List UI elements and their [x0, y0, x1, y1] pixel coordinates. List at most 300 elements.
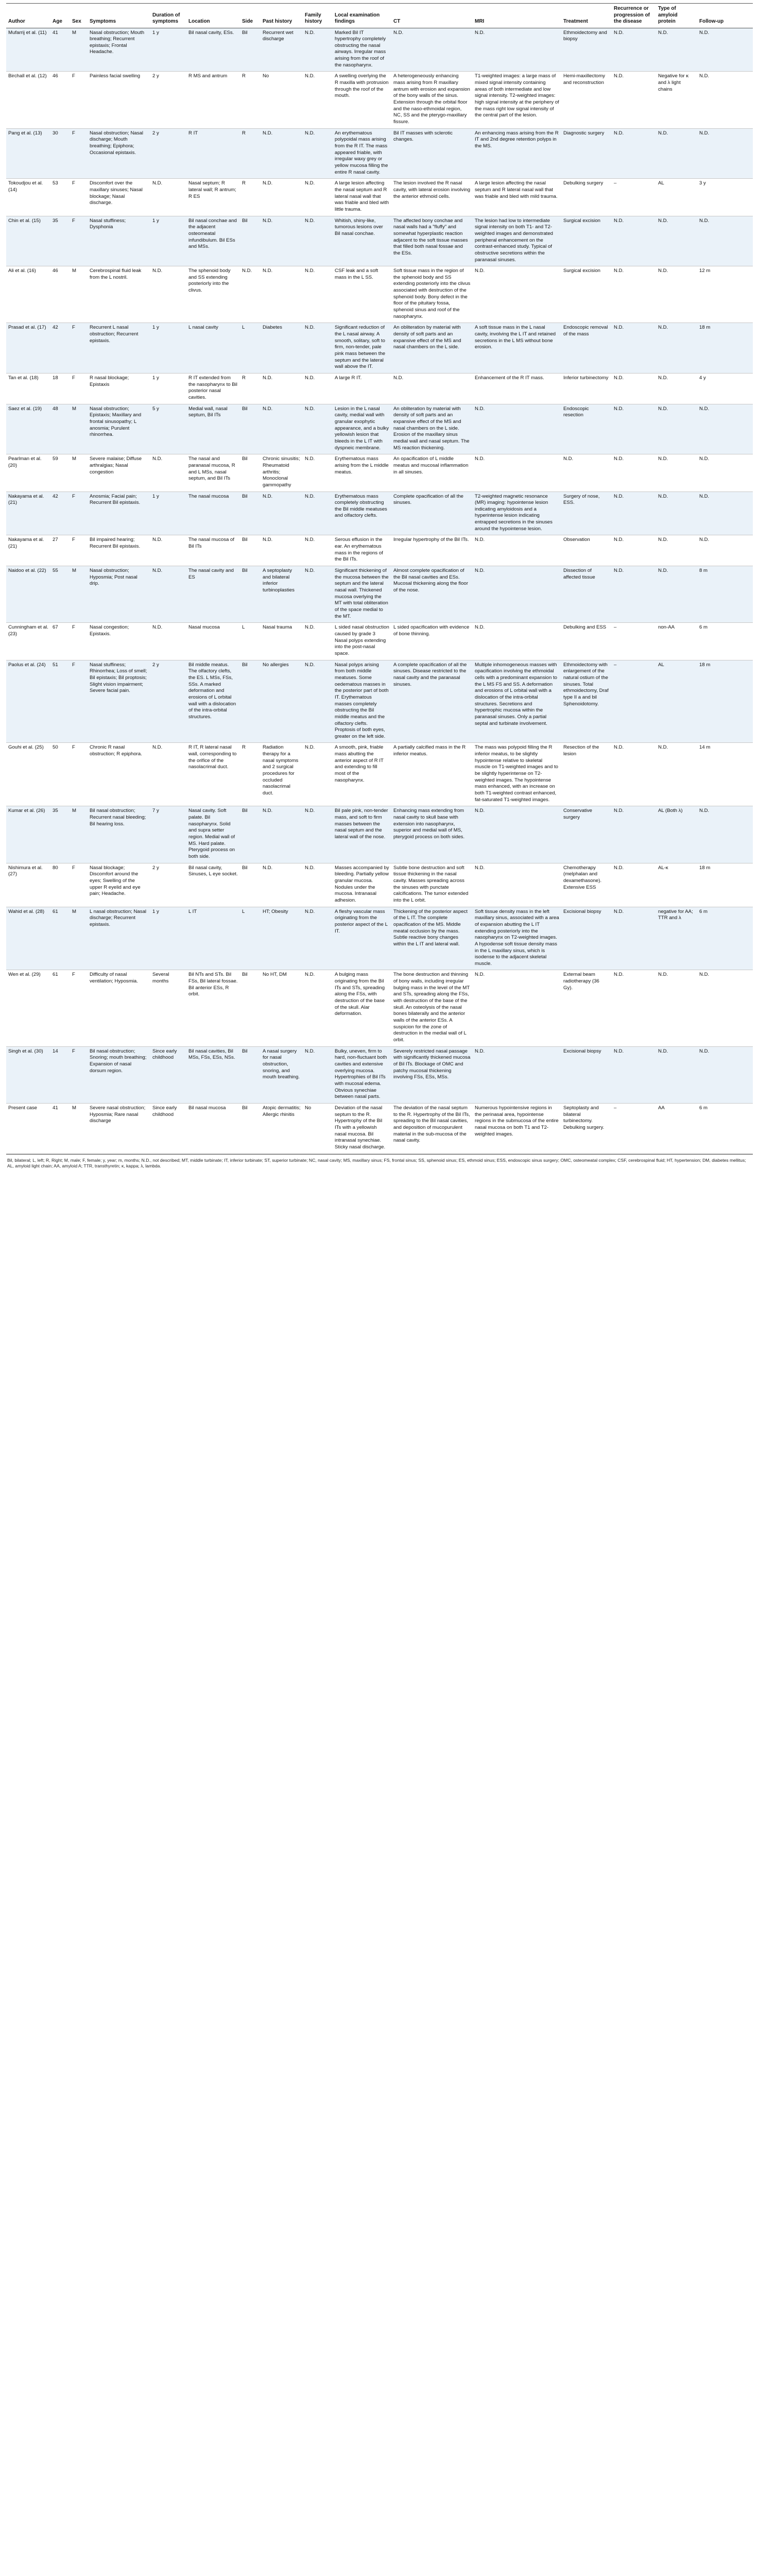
table-cell: N.D.: [303, 323, 333, 374]
table-cell: –: [612, 1103, 656, 1154]
table-cell: T1-weighted images: a large mass of mixed signal intensity containing areas of both intermediate and low signal intensity. T2-weighted images: high signal intensity at the periphery of the mass right low signal intensity of the central part of the lesion.: [473, 72, 561, 128]
table-cell: 4 y: [697, 374, 753, 404]
table-cell: N.D.: [612, 454, 656, 492]
table-cell: N.D.: [261, 128, 303, 179]
column-header: Sex: [70, 4, 88, 28]
table-cell: L nasal cavity: [186, 323, 240, 374]
table-cell: L sided opacification with evidence of bone thinning.: [391, 623, 473, 660]
table-cell: 41: [50, 28, 70, 72]
table-cell: No allergies: [261, 660, 303, 743]
table-cell: N.D.: [261, 806, 303, 863]
column-header: Type of amyloid protein: [656, 4, 697, 28]
column-header: Location: [186, 4, 240, 28]
table-cell: Bil impaired hearing; Recurrent Bil epistaxis.: [88, 535, 150, 566]
table-cell: F: [70, 374, 88, 404]
table-cell: Bil: [240, 454, 261, 492]
table-cell: The nasal and paranasal mucosa, R and L MSs, nasal septum, and Bil ITs: [186, 454, 240, 492]
table-cell: 2 y: [150, 660, 186, 743]
table-cell: F: [70, 863, 88, 907]
table-cell: Cerebrospinal fluid leak from the L nostril.: [88, 266, 150, 323]
author-cell: Prasad et al. (17): [6, 323, 50, 374]
table-cell: The sphenoid body and SS extending posteriorly into the clivus.: [186, 266, 240, 323]
table-cell: N.D.: [473, 404, 561, 454]
table-cell: 2 y: [150, 128, 186, 179]
author-cell: Nakayama et al. (21): [6, 535, 50, 566]
table-cell: Chronic R nasal obstruction; R epiphora.: [88, 743, 150, 806]
table-cell: Thickening of the posterior aspect of the L IT. The complete opacification of the MS. Middle meatal occlusion by the mass. Subtle reactive bony changes within the L IT and lateral wall.: [391, 907, 473, 970]
table-row: [6, 535, 753, 566]
table-cell: N.D.: [303, 1046, 333, 1103]
page: [6, 3, 753, 1171]
table-cell: Nasal stuffiness; Rhinorrhea; Loss of smell; Bil epistaxis; Bil proptosis; Slight vision impairment; Severe facial pain.: [88, 660, 150, 743]
table-cell: Bil: [240, 404, 261, 454]
table-cell: N.D.: [697, 216, 753, 266]
table-cell: Bil NTs and STs. Bil FSs, Bil lateral fossae. Bil anterior ESs, R orbit.: [186, 970, 240, 1046]
table-cell: The mass was polypoid filling the R inferior meatus, to be slightly hypointense relative to skeletal muscle on T1-weighted images and to be slightly hyperintense on T2-weighted images. The hypointense mass enhanced, with an increase on both T1-weighted contrast enhanced, fat-saturated T1-weighted images.: [473, 743, 561, 806]
table-cell: M: [70, 28, 88, 72]
table-cell: Soft tissue mass in the region of the sphenoid body and SS extending posteriorly into the clivus associated with destruction of the sphenoid body. Bony defect in the floor of the pituitary fossa, sphenoid sinus and roof of the nasopharynx.: [391, 266, 473, 323]
table-cell: Recurrent wet discharge: [261, 28, 303, 72]
table-cell: Bil: [240, 660, 261, 743]
table-cell: The lesion had low to intermediate signal intensity on both T1- and T2-weighted images and demonstrated peripheral enhancement on the contrast-enhanced study. Typical of obstructive secretions within the paranasal sinuses.: [473, 216, 561, 266]
table-cell: Nasal obstruction; Epistaxis; Maxillary and frontal sinusopathy; L anosmia; Purulent rhinorrhea.: [88, 404, 150, 454]
table-cell: Nasal mucosa: [186, 623, 240, 660]
table-cell: Nasal septum; R lateral wall; R antrum; R ES: [186, 179, 240, 216]
table-cell: Debulking surgery: [561, 179, 612, 216]
table-cell: 1 y: [150, 374, 186, 404]
table-cell: 55: [50, 566, 70, 623]
table-cell: N.D.: [473, 970, 561, 1046]
table-cell: R nasal blockage; Epistaxis: [88, 374, 150, 404]
table-cell: N.D.: [261, 266, 303, 323]
table-cell: Bil IT masses with sclerotic changes.: [391, 128, 473, 179]
table-cell: N.D.: [656, 1046, 697, 1103]
author-cell: Pearlman et al. (20): [6, 454, 50, 492]
table-cell: Difficulty of nasal ventilation; Hyposmia.: [88, 970, 150, 1046]
column-header: Side: [240, 4, 261, 28]
author-cell: Nishimura et al. (27): [6, 863, 50, 907]
table-cell: M: [70, 806, 88, 863]
table-cell: Nasal trauma: [261, 623, 303, 660]
table-cell: N.D.: [303, 535, 333, 566]
table-cell: 48: [50, 404, 70, 454]
table-cell: Painless facial swelling: [88, 72, 150, 128]
table-cell: 2 y: [150, 72, 186, 128]
table-cell: N.D.: [697, 492, 753, 535]
table-cell: Masses accompanied by bleeding. Partially yellow granular mucosa. Nodules under the mucosa. Intranasal adhesion.: [333, 863, 391, 907]
table-cell: Bil nasal conchae and the adjacent osteomeatal infundibulum. Bil ESs and MSs.: [186, 216, 240, 266]
table-cell: Bil: [240, 970, 261, 1046]
table-cell: 6 m: [697, 907, 753, 970]
table-cell: 6 m: [697, 623, 753, 660]
table-row: [6, 623, 753, 660]
table-cell: N.D.: [473, 535, 561, 566]
table-cell: N.D.: [612, 374, 656, 404]
table-cell: A fleshy vascular mass originating from the posterior aspect of the L IT.: [333, 907, 391, 970]
table-cell: Excisional biopsy: [561, 1046, 612, 1103]
table-cell: N.D.: [473, 806, 561, 863]
table-cell: N.D.: [473, 266, 561, 323]
table-cell: The nasal cavity and ES: [186, 566, 240, 623]
table-cell: L nasal obstruction; Nasal discharge; Recurrent epistaxis.: [88, 907, 150, 970]
table-cell: Surgery of nose, ESS.: [561, 492, 612, 535]
table-cell: Chemotherapy (melphalan and dexamethasone). Extensive ESS: [561, 863, 612, 907]
table-cell: Diabetes: [261, 323, 303, 374]
table-cell: Several months: [150, 970, 186, 1046]
table-cell: F: [70, 323, 88, 374]
author-cell: Ali et al. (16): [6, 266, 50, 323]
table-cell: 51: [50, 660, 70, 743]
table-row: [6, 492, 753, 535]
table-cell: N.D.: [656, 266, 697, 323]
table-cell: AL (Both λ): [656, 806, 697, 863]
table-cell: N.D.: [473, 454, 561, 492]
table-cell: Surgical excision: [561, 266, 612, 323]
table-row: [6, 179, 753, 216]
table-cell: N.D.: [612, 566, 656, 623]
table-cell: R: [240, 743, 261, 806]
table-cell: Since early childhood: [150, 1046, 186, 1103]
table-cell: N.D.: [612, 128, 656, 179]
table-cell: Discomfort over the maxillary sinuses; Nasal blockage; Nasal discharge.: [88, 179, 150, 216]
table-cell: N.D.: [391, 28, 473, 72]
table-cell: Ethmoidectomy with enlargement of the natural ostium of the sinuses. Total ethmoidectomy, Draf type II a and bil Sphenoidotomy.: [561, 660, 612, 743]
table-cell: 42: [50, 323, 70, 374]
table-cell: Enhancing mass extending from nasal cavity to skull base with extension into nasopharynx, superior and medial wall of MS, pterygoid process on both sides.: [391, 806, 473, 863]
table-cell: N.D.: [697, 404, 753, 454]
table-cell: N.D.: [240, 266, 261, 323]
table-cell: Negative for κ and λ light chains: [656, 72, 697, 128]
table-cell: N.D.: [656, 970, 697, 1046]
table-cell: Deviation of the nasal septum to the R. Hypertrophy of the Bil ITs with a yellowish nasal mucosa. Bil intranasal synechiae. Sticky nasal discharge.: [333, 1103, 391, 1154]
table-header: [6, 4, 753, 28]
table-cell: N.D.: [697, 128, 753, 179]
column-header: Age: [50, 4, 70, 28]
table-row: [6, 863, 753, 907]
table-cell: Bil nasal cavity, ESs.: [186, 28, 240, 72]
table-cell: Nasal obstruction; Hyposmia; Post nasal drip.: [88, 566, 150, 623]
table-cell: Numerous hypointensive regions in the perinasal area, hypointense regions in the submucosa of the entire nasal mucosa on both T1 and T2-weighted images.: [473, 1103, 561, 1154]
table-cell: Bil nasal mucosa: [186, 1103, 240, 1154]
table-cell: Resection of the lesion: [561, 743, 612, 806]
table-cell: N.D.: [612, 743, 656, 806]
table-cell: L IT: [186, 907, 240, 970]
table-cell: Conservative surgery: [561, 806, 612, 863]
table-row: [6, 323, 753, 374]
table-cell: 59: [50, 454, 70, 492]
table-cell: A large lesion affecting the nasal septum and R lateral nasal wall that was friable and bled with little trauma.: [333, 179, 391, 216]
table-cell: N.D.: [303, 907, 333, 970]
table-cell: N.D.: [303, 806, 333, 863]
author-cell: Chin et al. (15): [6, 216, 50, 266]
table-cell: M: [70, 566, 88, 623]
table-cell: CSF leak and a soft mass in the L SS.: [333, 266, 391, 323]
table-cell: N.D.: [261, 179, 303, 216]
table-cell: N.D.: [656, 323, 697, 374]
table-cell: Bil: [240, 216, 261, 266]
table-cell: R IT extended from the nasopharynx to Bil posterior nasal cavities.: [186, 374, 240, 404]
table-cell: Bil nasal obstruction; Snoring; mouth breathing; Expansion of nasal dorsum region.: [88, 1046, 150, 1103]
table-cell: No: [303, 1103, 333, 1154]
table-cell: N.D.: [697, 28, 753, 72]
table-cell: 1 y: [150, 907, 186, 970]
table-cell: An opacification of L middle meatus and mucosal inflammation in all sinuses.: [391, 454, 473, 492]
table-cell: 8 m: [697, 566, 753, 623]
table-cell: M: [70, 907, 88, 970]
table-cell: Bil: [240, 806, 261, 863]
table-cell: F: [70, 743, 88, 806]
table-cell: N.D.: [303, 179, 333, 216]
table-cell: An enhancing mass arising from the R IT and 2nd degree retention polyps in the MS.: [473, 128, 561, 179]
table-cell: L: [240, 907, 261, 970]
table-cell: Bil: [240, 566, 261, 623]
column-header: CT: [391, 4, 473, 28]
table-cell: negative for AA; TTR and λ: [656, 907, 697, 970]
table-cell: 6 m: [697, 1103, 753, 1154]
column-header: Treatment: [561, 4, 612, 28]
column-header: Duration of symptoms: [150, 4, 186, 28]
table-cell: Nasal cavity. Soft palate. Bil nasopharynx. Solid and supra setter region. Medial wall of MS. Hard palate. Pterygoid process on both side.: [186, 806, 240, 863]
author-cell: Gouhi et al. (25): [6, 743, 50, 806]
table-cell: N.D.: [261, 535, 303, 566]
table-cell: An erythematous polypoidal mass arising from the R IT. The mass appeared friable, with irregular waxy grey or yellow mucosa filling the entire R nasal cavity.: [333, 128, 391, 179]
table-cell: N.D.: [697, 72, 753, 128]
header-row: [6, 4, 753, 28]
table-cell: 3 y: [697, 179, 753, 216]
table-cell: Dissection of affected tissue: [561, 566, 612, 623]
table-cell: M: [70, 1103, 88, 1154]
table-cell: External beam radiotherapy (36 Gy).: [561, 970, 612, 1046]
table-cell: The nasal mucosa: [186, 492, 240, 535]
table-cell: An obliteration by material with density of soft parts and an expansive effect of the MS and nasal chambers on the L side. Erosion of the maxillary sinus medial wall and nasal septum. The MS reaction thickening.: [391, 404, 473, 454]
table-cell: R IT, R lateral nasal wall, corresponding to the orifice of the nasolacrimal duct.: [186, 743, 240, 806]
table-cell: F: [70, 623, 88, 660]
table-cell: Atopic dermatitis; Allergic rhinitis: [261, 1103, 303, 1154]
table-cell: Serous effusion in the ear. An erythematous mass in the regions of the Bil ITs.: [333, 535, 391, 566]
table-cell: Hemi-maxillectomy and reconstruction: [561, 72, 612, 128]
table-cell: Radiation therapy for a nasal symptoms and 2 surgical procedures for occluded nasolacrimal duct.: [261, 743, 303, 806]
table-cell: Bil pale pink, non-tender mass, and soft to firm masses between the nasal septum and the lateral wall of the nose.: [333, 806, 391, 863]
table-cell: The affected bony conchae and nasal walls had a "fluffy" and somewhat hyperplastic reaction adjacent to the soft tissue masses that filled both nasal fossae and the ESs.: [391, 216, 473, 266]
table-cell: Multiple inhomogeneous masses with opacification involving the ethmoidal cells with a predominant expansion to the L MS FS and SS. A deformation and erosions of L orbital wall with a dislocation of the intra-orbital structures. Secretions and hypertrophic mucosa within the paranasal sinuses. Only a partial septal and turbinate involvement.: [473, 660, 561, 743]
table-cell: N.D.: [150, 266, 186, 323]
table-cell: N.D.: [303, 492, 333, 535]
table-cell: N.D.: [303, 72, 333, 128]
table-cell: The nasal mucosa of Bil ITs: [186, 535, 240, 566]
table-cell: Bil nasal obstruction; Recurrent nasal bleeding; Bil hearing loss.: [88, 806, 150, 863]
table-cell: Diagnostic surgery: [561, 128, 612, 179]
table-cell: Nasal polyps arising from both middle meatuses. Some oedematous masses in the posterior part of both IT. Erythematous masses completely obstructing the Bil middle meatus and the olfactory clefts. Proptosis of both eyes, greater on the left side.: [333, 660, 391, 743]
table-row: [6, 907, 753, 970]
table-cell: Recurrent L nasal obstruction; Recurrent epistaxis.: [88, 323, 150, 374]
table-row: [6, 266, 753, 323]
table-cell: 1 y: [150, 216, 186, 266]
table-cell: A heterogeneously enhancing mass arising from R maxillary antrum with erosion and expansion of the bony walls of the sinus. Extension through the orbital floor and the naso-ethmoidal region, NC, SS and the pterygo-maxillary fissure.: [391, 72, 473, 128]
table-cell: R: [240, 179, 261, 216]
table-cell: N.D.: [473, 863, 561, 907]
table-cell: No HT, DM: [261, 970, 303, 1046]
table-cell: Severe malaise; Diffuse arthralgias; Nasal congestion: [88, 454, 150, 492]
table-cell: N.D.: [697, 1046, 753, 1103]
column-header: Symptoms: [88, 4, 150, 28]
column-header: MRI: [473, 4, 561, 28]
table-cell: N.D.: [612, 266, 656, 323]
table-cell: N.D.: [612, 907, 656, 970]
table-cell: Irregular hypertrophy of the Bil ITs.: [391, 535, 473, 566]
table-cell: 14: [50, 1046, 70, 1103]
table-row: [6, 72, 753, 128]
table-cell: Chronic sinusitis; Rheumatoid arthritis; Monoclonal gammopathy: [261, 454, 303, 492]
table-cell: Bil: [240, 863, 261, 907]
table-cell: N.D.: [303, 863, 333, 907]
table-cell: N.D.: [612, 806, 656, 863]
table-cell: N.D.: [656, 454, 697, 492]
table-cell: R IT: [186, 128, 240, 179]
table-cell: N.D.: [656, 28, 697, 72]
table-cell: Nasal stuffiness; Dysphonia: [88, 216, 150, 266]
table-cell: A large lesion affecting the nasal septum and R lateral nasal wall that was friable and bled with mild trauma.: [473, 179, 561, 216]
table-cell: M: [70, 404, 88, 454]
table-cell: N.D.: [656, 374, 697, 404]
table-cell: Endoscopic resection: [561, 404, 612, 454]
author-cell: Paolus et al. (24): [6, 660, 50, 743]
table-cell: N.D.: [150, 179, 186, 216]
table-cell: F: [70, 72, 88, 128]
table-row: [6, 404, 753, 454]
table-cell: non-AA: [656, 623, 697, 660]
table-cell: 46: [50, 266, 70, 323]
table-cell: Severe nasal obstruction; Hyposmia; Rare nasal discharge: [88, 1103, 150, 1154]
table-cell: Bil: [240, 1046, 261, 1103]
table-cell: N.D.: [656, 404, 697, 454]
table-cell: AA: [656, 1103, 697, 1154]
table-cell: Inferior turbinectomy: [561, 374, 612, 404]
table-cell: Almost complete opacification of the Bil nasal cavities and ESs. Mucosal thickening along the floor of the nose.: [391, 566, 473, 623]
table-cell: 2 y: [150, 863, 186, 907]
table-row: [6, 806, 753, 863]
table-cell: Endoscopic removal of the mass: [561, 323, 612, 374]
table-cell: Soft tissue density mass in the left maxillary sinus, associated with a area of expansion abutting the L IT extending posteriorly into the nasopharynx on T2-weighted images. A hypodense soft tissue density mass in the L maxillary sinus, which is isodense to the adjacent skeletal muscle.: [473, 907, 561, 970]
table-cell: L: [240, 623, 261, 660]
table-cell: Bil: [240, 1103, 261, 1154]
table-cell: Nasal obstruction; Mouth breathing; Recurrent epistaxis; Frontal Headache.: [88, 28, 150, 72]
table-cell: 12 m: [697, 266, 753, 323]
table-cell: 5 y: [150, 404, 186, 454]
table-cell: Whitish, shiny-like, tumorous lesions over Bil nasal conchae.: [333, 216, 391, 266]
author-cell: Naidoo et al. (22): [6, 566, 50, 623]
table-cell: Nasal obstruction; Nasal discharge; Mouth breathing; Epiphora; Occasional epistaxis.: [88, 128, 150, 179]
table-cell: N.D.: [303, 128, 333, 179]
table-row: [6, 1103, 753, 1154]
table-cell: A large R IT.: [333, 374, 391, 404]
table-cell: The lesion involved the R nasal cavity, with lateral erosion involving the anterior ethmoid cells.: [391, 179, 473, 216]
table-cell: A complete opacification of all the sinuses. Disease restricted to the nasal cavity and the paranasal sinuses.: [391, 660, 473, 743]
table-cell: AL-κ: [656, 863, 697, 907]
table-cell: F: [70, 660, 88, 743]
table-cell: M: [70, 454, 88, 492]
table-cell: 7 y: [150, 806, 186, 863]
table-cell: 41: [50, 1103, 70, 1154]
table-cell: N.D.: [612, 492, 656, 535]
table-cell: N.D.: [261, 216, 303, 266]
table-body: [6, 28, 753, 1154]
table-row: [6, 216, 753, 266]
table-cell: R MS and antrum: [186, 72, 240, 128]
author-cell: Birchall et al. (12): [6, 72, 50, 128]
table-cell: N.D.: [697, 454, 753, 492]
table-cell: HT; Obesity: [261, 907, 303, 970]
column-header: Family history: [303, 4, 333, 28]
table-cell: Bil: [240, 28, 261, 72]
table-cell: N.D.: [697, 535, 753, 566]
table-cell: Bil: [240, 492, 261, 535]
table-cell: N.D.: [612, 28, 656, 72]
table-cell: 67: [50, 623, 70, 660]
table-cell: F: [70, 1046, 88, 1103]
table-cell: Nasal congestion; Epistaxis.: [88, 623, 150, 660]
table-cell: F: [70, 179, 88, 216]
column-header: Local examination findings: [333, 4, 391, 28]
table-cell: Since early childhood: [150, 1103, 186, 1154]
table-cell: Significant thickening of the mucosa between the septum and the lateral nasal wall. Thickened mucosa overlying the MT with total obliteration of the space medial to the MT.: [333, 566, 391, 623]
table-cell: N.D.: [303, 266, 333, 323]
table-cell: N.D.: [656, 566, 697, 623]
table-row: [6, 970, 753, 1046]
table-cell: Ethmoidectomy and biopsy: [561, 28, 612, 72]
case-table: [6, 3, 753, 1154]
table-cell: AL: [656, 660, 697, 743]
table-cell: N.D.: [656, 535, 697, 566]
table-cell: Excisional biopsy: [561, 907, 612, 970]
table-cell: 53: [50, 179, 70, 216]
table-cell: N.D.: [150, 743, 186, 806]
table-cell: 27: [50, 535, 70, 566]
table-cell: 30: [50, 128, 70, 179]
table-cell: N.D.: [303, 28, 333, 72]
table-cell: Nasal blockage; Discomfort around the eyes; Swelling of the upper R eyelid and eye pain; Headache.: [88, 863, 150, 907]
author-cell: Saez et al. (19): [6, 404, 50, 454]
table-cell: A soft tissue mass in the L nasal cavity, involving the L IT and retained secretions in the L MS without bone erosion.: [473, 323, 561, 374]
table-cell: –: [612, 623, 656, 660]
table-cell: N.D.: [303, 454, 333, 492]
table-cell: No: [261, 72, 303, 128]
table-cell: F: [70, 492, 88, 535]
table-row: [6, 128, 753, 179]
table-cell: F: [70, 535, 88, 566]
table-cell: N.D.: [612, 72, 656, 128]
table-cell: F: [70, 128, 88, 179]
table-cell: N.D.: [303, 743, 333, 806]
table-cell: The deviation of the nasal septum to the R. Hypertrophy of the Bil ITs, spreading to the Bil nasal cavities, and deposition of mucopurulent material in the sub-mucosa of the nasal cavity.: [391, 1103, 473, 1154]
table-cell: Bil: [240, 535, 261, 566]
table-cell: N.D.: [561, 454, 612, 492]
table-cell: An obliteration by material with density of soft parts and an expansive effect of the MS and nasal chambers on the L side.: [391, 323, 473, 374]
table-cell: N.D.: [656, 128, 697, 179]
table-cell: 1 y: [150, 323, 186, 374]
table-cell: 80: [50, 863, 70, 907]
table-cell: –: [612, 179, 656, 216]
table-cell: 61: [50, 970, 70, 1046]
table-cell: N.D.: [473, 566, 561, 623]
table-cell: Erythematous mass completely obstructing the Bil middle meatuses and olfactory clefts.: [333, 492, 391, 535]
table-cell: N.D.: [656, 216, 697, 266]
table-row: [6, 454, 753, 492]
table-cell: N.D.: [612, 1046, 656, 1103]
table-cell: N.D.: [261, 492, 303, 535]
table-cell: Significant reduction of the L nasal airway. A smooth, solitary, soft to firm, non-tender, pale pink mass between the septum and the lateral wall above the IT.: [333, 323, 391, 374]
table-cell: N.D.: [612, 404, 656, 454]
table-cell: N.D.: [391, 374, 473, 404]
